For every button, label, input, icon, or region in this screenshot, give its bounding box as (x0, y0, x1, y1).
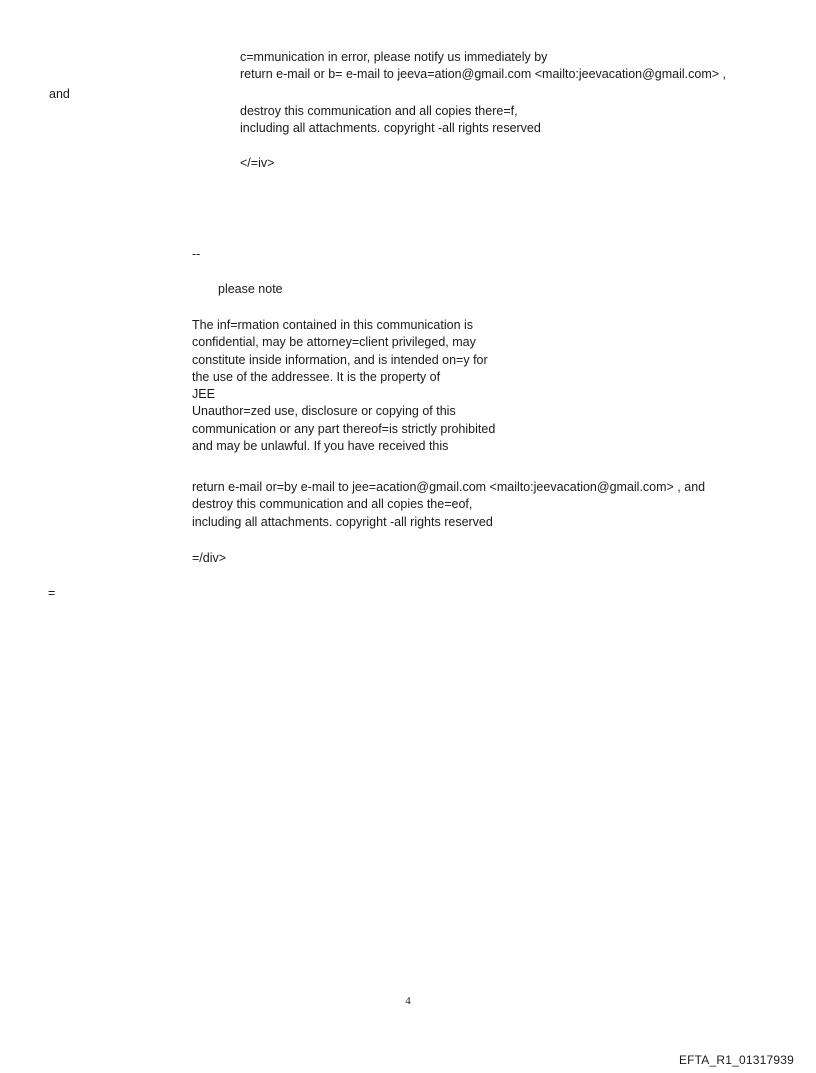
return-line: including all attachments. copyright -all rights reserved (192, 514, 493, 529)
document-id: EFTA_R1_01317939 (678, 1053, 794, 1067)
top-closing-tag: </=iv> (240, 156, 275, 170)
stray-equals: = (48, 586, 56, 600)
notice-line: Unauthor=zed use, disclosure or copying of this (192, 404, 456, 419)
top-line-2: return e-mail or b= e-mail to jeeva=ation@gmail.com <mailto:jeevacation@gmail.com> , (240, 67, 727, 81)
notice-line: communication or any part thereof=is strictly prohibited (192, 421, 496, 436)
notice-line: The inf=rmation contained in this communication is (192, 318, 474, 332)
notice-block (192, 317, 495, 455)
notice-line: JEE (192, 387, 215, 402)
wrap-word-and: and (49, 87, 70, 101)
notice-line: constitute inside information, and is intended on=y for (192, 352, 488, 367)
note-heading: please note (218, 282, 283, 296)
closing-tag: =/div> (192, 551, 227, 565)
notice-line: and may be unlawful. If you have received this (192, 439, 449, 454)
page-number: 4 (405, 995, 411, 1007)
top-line-3: destroy this communication and all copies there=f, (240, 104, 518, 118)
top-line-4: including all attachments. copyright -all rights reserved (240, 121, 541, 135)
top-line-1: c=mmunication in error, please notify us immediately by (240, 50, 548, 64)
notice-line: the use of the addressee. It is the property of (192, 369, 441, 384)
return-line: destroy this communication and all copies the=eof, (192, 497, 473, 512)
notice-line: confidential, may be attorney=client privileged, may (192, 335, 476, 350)
separator: -- (192, 247, 201, 261)
return-line: return e-mail or=by e-mail to jee=acation@gmail.com <mailto:jeevacation@gmail.com> , and (192, 480, 706, 494)
return-block (192, 479, 705, 531)
